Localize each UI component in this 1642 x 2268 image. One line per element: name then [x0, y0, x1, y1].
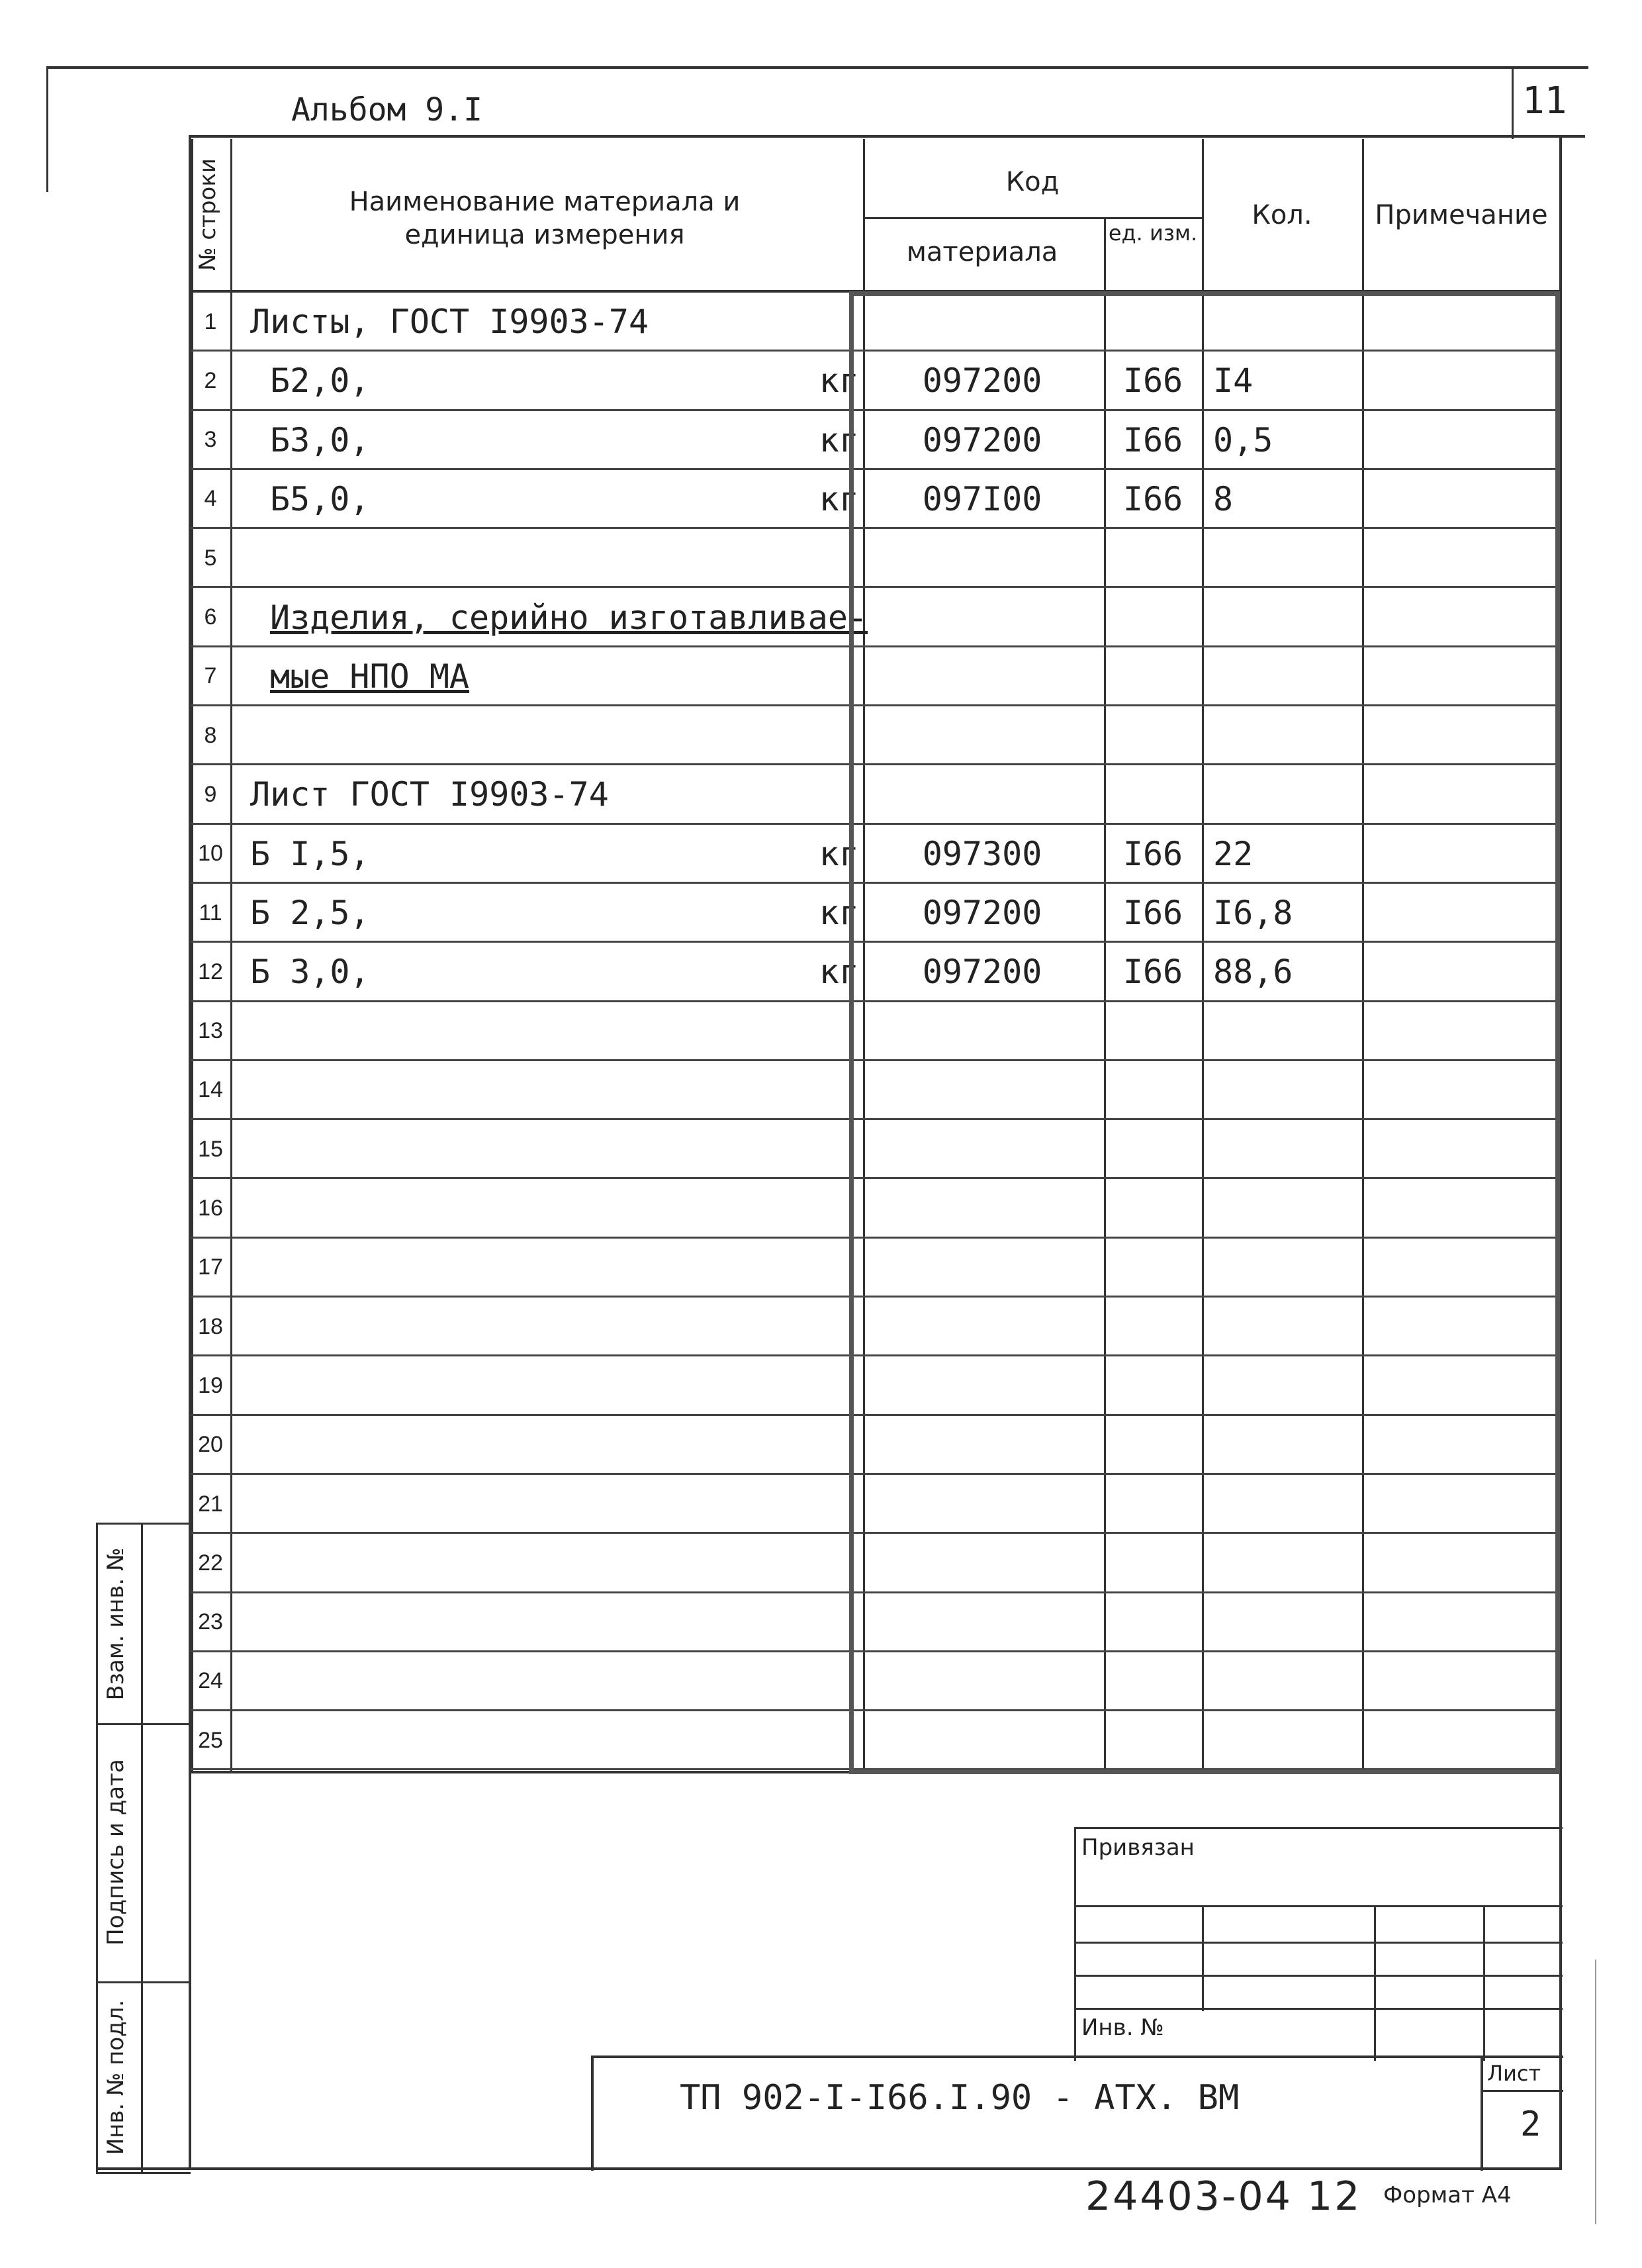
- material-code: 097200: [922, 361, 1042, 401]
- unit-label: кг: [819, 361, 859, 401]
- quantity: I6,8: [1213, 894, 1293, 932]
- unit-label: [786, 1120, 859, 1178]
- frame-left-tick: [46, 66, 48, 192]
- title-block: [591, 2055, 1563, 2171]
- document-code: ТП 902-I-I66.I.90 - АТХ. ВМ: [680, 2078, 1240, 2118]
- material-code: 097200: [922, 420, 1042, 459]
- material-name: Изделия, серийно изготавливае-: [270, 598, 868, 637]
- side-stamp: [96, 1523, 191, 2174]
- column-header-qty: Кол.: [1252, 200, 1312, 230]
- row-number: 22: [198, 1550, 223, 1576]
- material-name: [250, 1652, 846, 1711]
- unit-code: I66: [1122, 894, 1183, 932]
- unit-label: [786, 706, 859, 765]
- row-number: 25: [198, 1727, 223, 1753]
- page-corner-divider: [1512, 66, 1514, 139]
- right-margin-tick: [1595, 1960, 1596, 2224]
- row-number: 13: [198, 1018, 223, 1044]
- material-name: [250, 1061, 846, 1119]
- side-stamp-inv-podl: Инв. № подл.: [103, 1999, 129, 2155]
- side-stamp-col: [141, 1525, 143, 2172]
- binding-col-2: [1374, 1905, 1376, 2061]
- row-number: 1: [204, 308, 217, 334]
- material-name: Б2,0,: [270, 361, 370, 401]
- row-number: 8: [204, 722, 217, 748]
- binding-label: Привязан: [1081, 1834, 1195, 1861]
- side-stamp-podpis: Подпись и дата: [103, 1759, 129, 1946]
- material-name: [250, 1180, 846, 1238]
- unit-label: [786, 589, 859, 647]
- material-name: Б3,0,: [270, 420, 370, 459]
- row-number: 9: [204, 781, 217, 807]
- frame-top-line: [46, 66, 1588, 69]
- binding-block: [1074, 1827, 1563, 2061]
- binding-line-4: [1076, 2008, 1563, 2010]
- row-number: 24: [198, 1668, 223, 1694]
- header-underline: [189, 135, 1585, 138]
- material-name: [250, 1239, 846, 1297]
- row-number: 4: [204, 486, 217, 512]
- material-code: 097I00: [922, 479, 1042, 518]
- unit-code: I66: [1122, 953, 1183, 992]
- binding-line-1: [1076, 1905, 1563, 1907]
- material-name: мые НПО МА: [270, 657, 470, 696]
- row-number: 23: [198, 1609, 223, 1635]
- row-number: 3: [204, 427, 217, 453]
- unit-label: [786, 1416, 859, 1474]
- row-number: 18: [198, 1313, 223, 1339]
- row-number: 2: [204, 367, 217, 393]
- row-number: 12: [198, 959, 223, 984]
- binding-line-3: [1076, 1975, 1563, 1977]
- format-label: Формат А4: [1383, 2182, 1512, 2208]
- sheet-label: Лист: [1487, 2061, 1541, 2086]
- material-name: [250, 1593, 846, 1652]
- side-stamp-vzam: Взам. инв. №: [103, 1547, 129, 1701]
- material-name: Листы, ГОСТ I9903-74: [250, 303, 649, 341]
- unit-label: кг: [819, 953, 859, 992]
- material-code: 097300: [922, 834, 1042, 873]
- material-name: [250, 1356, 846, 1415]
- unit-label: [786, 1298, 859, 1356]
- row-number: 5: [204, 545, 217, 571]
- unit-label: [786, 1002, 859, 1061]
- row-number: 19: [198, 1372, 223, 1398]
- unit-label: кг: [819, 420, 859, 459]
- quantity: 22: [1213, 834, 1254, 873]
- material-name: Б5,0,: [270, 479, 370, 518]
- material-name: [250, 1120, 846, 1178]
- unit-label: [786, 1652, 859, 1711]
- row-number: 20: [198, 1432, 223, 1458]
- material-name: [250, 1534, 846, 1592]
- material-name: [250, 706, 846, 765]
- row-number: 11: [199, 900, 222, 925]
- unit-label: кг: [819, 479, 859, 518]
- row-number: 6: [204, 604, 217, 630]
- material-name: [250, 1002, 846, 1061]
- material-name: Б 3,0,: [250, 953, 370, 992]
- unit-label: [786, 1534, 859, 1592]
- row-number: 15: [198, 1136, 223, 1162]
- unit-label: [786, 1180, 859, 1238]
- quantity: 88,6: [1213, 953, 1293, 992]
- row-number: 7: [204, 663, 217, 689]
- material-name: Б 2,5,: [250, 894, 370, 932]
- unit-label: [786, 1356, 859, 1415]
- unit-label: кг: [819, 834, 859, 873]
- unit-code: I66: [1122, 479, 1183, 518]
- binding-col-3: [1483, 1905, 1485, 2061]
- quantity: 8: [1213, 479, 1234, 518]
- unit-code: I66: [1122, 834, 1183, 873]
- material-name: [250, 1711, 846, 1770]
- material-code: 097200: [922, 953, 1042, 992]
- unit-label: [786, 293, 859, 351]
- row-number: 10: [198, 841, 223, 867]
- row-number: 17: [198, 1254, 223, 1280]
- binding-col-1: [1202, 1905, 1204, 2011]
- unit-label: [786, 1239, 859, 1297]
- code-block-outline: [849, 291, 1560, 1774]
- quantity: I4: [1213, 361, 1254, 401]
- column-header-row-no: № строки: [195, 158, 221, 271]
- unit-code: I66: [1122, 420, 1183, 459]
- side-stamp-divider-1: [98, 1723, 191, 1725]
- binding-line-2: [1076, 1942, 1563, 1944]
- column-header-code: Код: [1005, 167, 1060, 197]
- column-header-code-unit: ед. изм.: [1108, 220, 1198, 246]
- sheet-col-divider: [1481, 2058, 1483, 2171]
- unit-label: [786, 529, 859, 587]
- material-name: [250, 1298, 846, 1356]
- column-header-note: Примечание: [1375, 200, 1548, 230]
- material-code: 097200: [922, 894, 1042, 932]
- unit-label: [786, 1061, 859, 1119]
- unit-label: кг: [819, 894, 859, 932]
- material-name: [250, 1416, 846, 1474]
- material-name: Лист ГОСТ I9903-74: [250, 775, 609, 814]
- unit-label: [786, 1593, 859, 1652]
- row-number: 14: [198, 1077, 223, 1103]
- archive-number: 24403-04 12: [1085, 2173, 1362, 2220]
- column-header-code-material: материала: [906, 237, 1058, 267]
- unit-label: [786, 647, 859, 706]
- material-name: [250, 1475, 846, 1533]
- code-group-divider: [863, 217, 1202, 219]
- page-corner-number: 11: [1522, 79, 1567, 122]
- row-number: 21: [198, 1491, 223, 1517]
- material-name: Б I,5,: [250, 834, 370, 873]
- binding-inv-label: Инв. №: [1081, 2014, 1164, 2041]
- column-header-name: Наименование материала и единица измерения: [349, 187, 741, 250]
- unit-label: [786, 1711, 859, 1770]
- row-number: 16: [198, 1196, 223, 1221]
- material-name: [250, 529, 846, 587]
- album-title: Альбом 9.I: [291, 91, 482, 128]
- sheet-row-divider: [1481, 2090, 1563, 2092]
- unit-label: [786, 1475, 859, 1533]
- quantity: 0,5: [1213, 420, 1273, 459]
- unit-code: I66: [1122, 361, 1183, 401]
- sheet-number: 2: [1520, 2104, 1541, 2144]
- unit-label: [786, 765, 859, 824]
